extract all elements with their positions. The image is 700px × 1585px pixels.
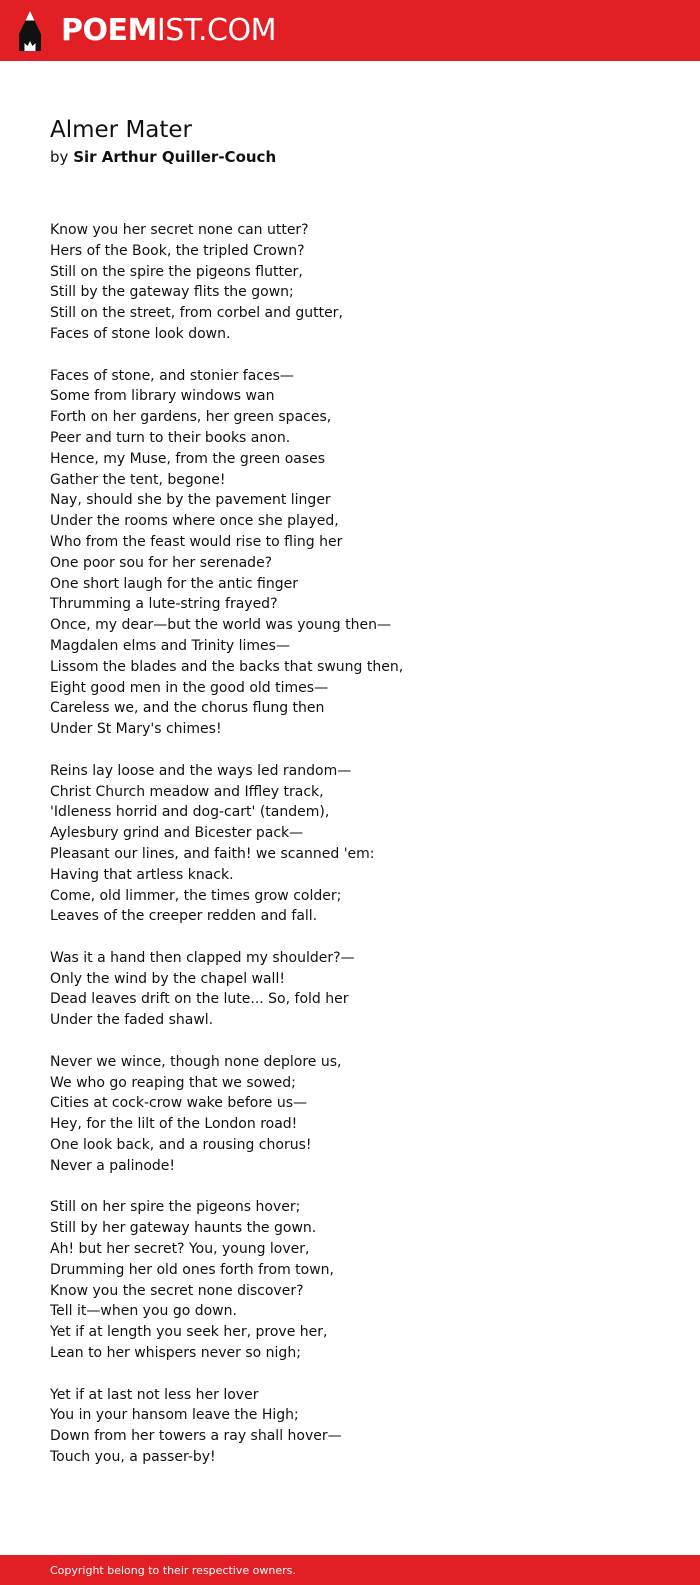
- poem-line: Forth on her gardens, her green spaces,: [50, 409, 332, 426]
- poem-line: Thrumming a lute-string frayed?: [50, 596, 278, 613]
- poem-line: Under the faded shawl.: [50, 1012, 214, 1029]
- poem-line: Know you her secret none can utter?: [50, 222, 309, 238]
- poem-line: Faces of stone, and stonier faces—: [50, 367, 294, 384]
- poem-line: Some from library windows wan: [50, 388, 275, 405]
- poem-line: One poor sou for her serenade?: [50, 554, 273, 571]
- poem-line: Still on the street, from corbel and gutter,: [50, 305, 343, 322]
- poem-line: Leaves of the creeper redden and fall.: [50, 908, 318, 925]
- poem-line: Who from the feast would rise to fling her: [50, 533, 343, 550]
- footer-copyright: Copyright belong to their respective owners.: [50, 1563, 296, 1577]
- poem-content: [50, 116, 670, 1489]
- poem-line: Reins lay loose and the ways led random—: [50, 762, 352, 779]
- poem-line: Come, old limmer, the times grow colder;: [50, 887, 342, 904]
- poem-byline: [50, 146, 670, 168]
- poem-line: Yet if at length you seek her, prove her,: [50, 1324, 328, 1341]
- logo-text-light: IST.COM: [156, 12, 276, 48]
- poem-line: Touch you, a passer-by!: [50, 1449, 216, 1466]
- poem-line: Pleasant our lines, and faith! we scanned 'em:: [50, 845, 375, 862]
- poem-line: Still on her spire the pigeons hover;: [50, 1199, 301, 1216]
- poem-title: Almer Mater: [50, 117, 193, 143]
- poem-line: Dead leaves drift on the lute... So, fold her: [50, 991, 349, 1008]
- site-footer: [0, 1555, 700, 1585]
- poem-line: Hence, my Muse, from the green oases: [50, 450, 326, 467]
- poem-line: Only the wind by the chapel wall!: [50, 970, 285, 987]
- poem-line: Never a palinode!: [50, 1157, 176, 1174]
- poem-line: Still by her gateway haunts the gown.: [50, 1220, 317, 1237]
- poem-line: Still by the gateway flits the gown;: [50, 284, 294, 301]
- poem-stanza: [50, 1197, 670, 1363]
- poem-line: Tell it—when you go down.: [50, 1303, 237, 1320]
- pencil-icon: [18, 10, 42, 52]
- poem-stanza: [50, 366, 670, 740]
- poem-line: Under the rooms where once she played,: [50, 513, 339, 530]
- poem-line: Know you the secret none discover?: [50, 1282, 304, 1299]
- poem-body: [50, 220, 670, 1468]
- site-logo-text: [61, 12, 276, 48]
- poem-line: Having that artless knack.: [50, 866, 234, 883]
- poem-line: Yet if at last not less her lover: [50, 1386, 259, 1403]
- poem-stanza: [50, 1052, 670, 1177]
- poem-line: Aylesbury grind and Bicester pack—: [50, 825, 304, 842]
- poem-line: Down from her towers a ray shall hover—: [50, 1428, 342, 1445]
- poem-line: One short laugh for the antic finger: [50, 575, 298, 592]
- site-logo-link[interactable]: [18, 10, 276, 52]
- poem-line: Peer and turn to their books anon.: [50, 429, 291, 446]
- byline-prefix: by: [50, 148, 69, 166]
- poem-line: Still on the spire the pigeons flutter,: [50, 263, 303, 280]
- poem-stanza: [50, 1385, 670, 1468]
- poem-line: 'Idleness horrid and dog-cart' (tandem),: [50, 804, 330, 821]
- poem-line: Magdalen elms and Trinity limes—: [50, 637, 290, 654]
- site-header: [0, 0, 700, 61]
- poem-line: Faces of stone look down.: [50, 325, 231, 342]
- poem-line: Cities at cock-crow wake before us—: [50, 1095, 308, 1112]
- poem-line: Drumming her old ones forth from town,: [50, 1261, 334, 1278]
- poem-stanza: [50, 761, 670, 927]
- poem-line: Hers of the Book, the tripled Crown?: [50, 242, 305, 259]
- logo-text-bold: POEM: [61, 12, 157, 48]
- poem-line: Nay, should she by the pavement linger: [50, 492, 331, 509]
- poem-line: Once, my dear—but the world was young then—: [50, 617, 391, 634]
- poem-author: Sir Arthur Quiller-Couch: [73, 148, 277, 166]
- poem-line: Eight good men in the good old times—: [50, 679, 329, 696]
- poem-line: You in your hansom leave the High;: [50, 1407, 299, 1424]
- poem-line: Was it a hand then clapped my shoulder?—: [50, 949, 355, 966]
- poem-line: We who go reaping that we sowed;: [50, 1074, 296, 1091]
- poem-line: Never we wince, though none deplore us,: [50, 1053, 342, 1070]
- poem-line: One look back, and a rousing chorus!: [50, 1137, 312, 1154]
- poem-line: Careless we, and the chorus flung then: [50, 700, 325, 717]
- poem-line: Gather the tent, begone!: [50, 471, 226, 488]
- poem-line: Hey, for the lilt of the London road!: [50, 1116, 298, 1133]
- poem-line: Ah! but her secret? You, young lover,: [50, 1241, 310, 1258]
- poem-line: Lissom the blades and the backs that swung then,: [50, 658, 404, 675]
- poem-line: Lean to her whispers never so nigh;: [50, 1345, 301, 1362]
- poem-stanza: [50, 948, 670, 1031]
- poem-line: Christ Church meadow and Iffley track,: [50, 783, 324, 800]
- poem-line: Under St Mary's chimes!: [50, 721, 222, 738]
- poem-stanza: [50, 220, 670, 345]
